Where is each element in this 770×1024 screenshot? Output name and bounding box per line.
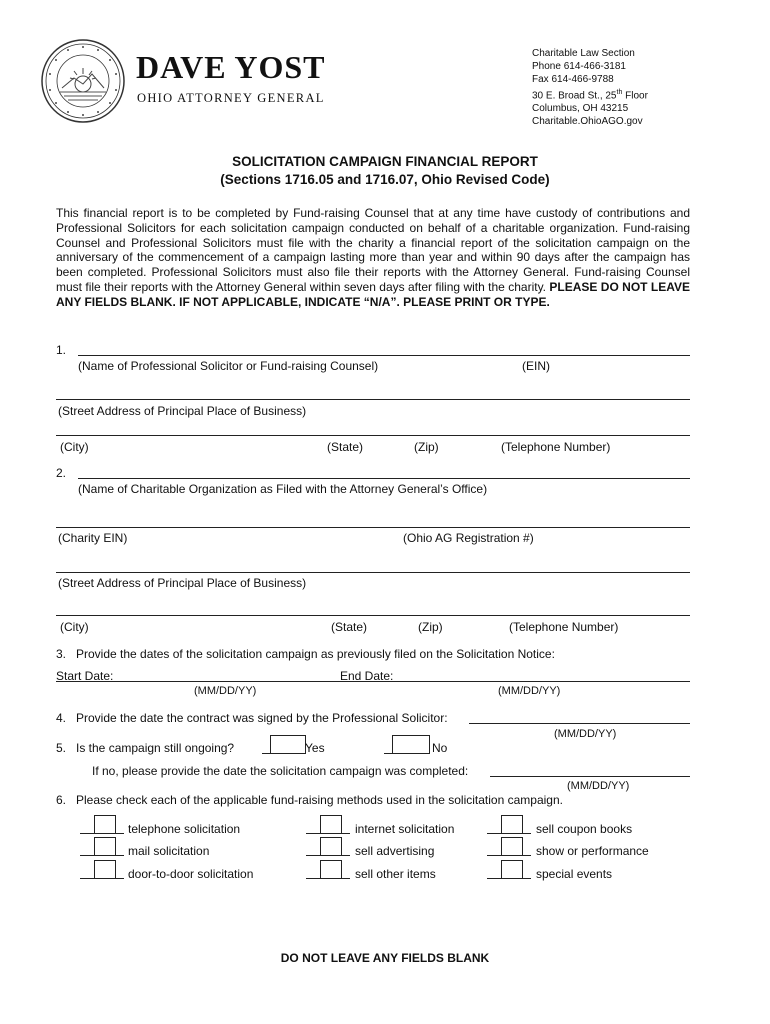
- charity-name-field[interactable]: [78, 478, 690, 479]
- contact-block: [532, 47, 648, 128]
- mail-solicitation-checkbox[interactable]: [80, 837, 124, 855]
- ongoing-no-line: [384, 753, 430, 754]
- charity-city-state-field[interactable]: [56, 615, 690, 616]
- charity-street-field[interactable]: [56, 572, 690, 573]
- completion-date-format: (MM/DD/YY): [567, 780, 630, 792]
- special-events-checkbox[interactable]: [487, 860, 531, 878]
- ohio-attorney-general-seal: [40, 38, 126, 124]
- solicitor-phone-label: (Telephone Number): [501, 440, 611, 454]
- charity-ein-label: (Charity EIN): [58, 531, 128, 545]
- sell-advertising-label: sell advertising: [355, 844, 435, 858]
- ag-registration-label: (Ohio AG Registration #): [403, 531, 534, 545]
- start-date-format: (MM/DD/YY): [194, 685, 257, 697]
- sell-coupon-books-label: sell coupon books: [536, 822, 633, 836]
- charity-city-label: (City): [60, 620, 89, 634]
- door-to-door-solicitation-label: door-to-door solicitation: [128, 867, 254, 881]
- section-3-question: 3. Provide the dates of the solicitation campaign as previously filed on the Solicitation Notice:: [56, 647, 555, 661]
- report-title: SOLICITATION CAMPAIGN FINANCIAL REPORT: [232, 154, 538, 169]
- internet-solicitation-checkbox[interactable]: [306, 815, 350, 833]
- section-2-number: 2.: [56, 466, 67, 480]
- brand-name: DAVE YOST: [136, 49, 326, 85]
- sell-other-items-checkbox[interactable]: [306, 860, 350, 878]
- solicitor-city-label: (City): [60, 440, 89, 454]
- end-date-label: End Date:: [340, 669, 394, 683]
- charity-name-label: (Name of Charitable Organization as Filed with the Attorney General’s Office): [78, 482, 488, 496]
- solicitor-street-field[interactable]: [56, 399, 690, 400]
- ongoing-no-label: No: [432, 741, 448, 755]
- contact-fax: Fax 614-466-9788: [532, 74, 614, 85]
- solicitor-city-state-field[interactable]: [56, 435, 690, 436]
- sell-coupon-books-checkbox[interactable]: [487, 815, 531, 833]
- footer-warning: DO NOT LEAVE ANY FIELDS BLANK: [280, 951, 490, 965]
- contract-date-field[interactable]: [469, 723, 690, 724]
- solicitor-ein-label: (EIN): [522, 359, 550, 373]
- charity-ein-field[interactable]: [56, 527, 690, 528]
- solicitor-state-label: (State): [327, 440, 364, 454]
- section-6-question: 6. Please check each of the applicable fund-raising methods used in the solicitation campaign.: [56, 793, 563, 807]
- show-or-performance-label: show or performance: [536, 844, 649, 858]
- charity-zip-label: (Zip): [418, 620, 443, 634]
- solicitor-name-field[interactable]: [78, 355, 690, 356]
- ongoing-yes-line: [262, 753, 306, 754]
- contract-date-format: (MM/DD/YY): [554, 728, 617, 740]
- end-date-format: (MM/DD/YY): [498, 685, 561, 697]
- mail-solicitation-label: mail solicitation: [128, 844, 210, 858]
- section-1-number: 1.: [56, 343, 67, 357]
- sell-other-items-label: sell other items: [355, 867, 436, 881]
- contact-address: 30 E. Broad St., 25th Floor: [532, 89, 648, 102]
- brand-subtitle: OHIO ATTORNEY GENERAL: [137, 91, 325, 105]
- charity-street-label: (Street Address of Principal Place of Business): [58, 576, 307, 590]
- contact-city: Columbus, OH 43215: [532, 103, 629, 115]
- completion-date-field[interactable]: [490, 776, 690, 777]
- show-or-performance-checkbox[interactable]: [487, 837, 531, 855]
- ongoing-yes-checkbox[interactable]: [270, 735, 306, 754]
- sell-advertising-checkbox[interactable]: [306, 837, 350, 855]
- telephone-solicitation-label: telephone solicitation: [128, 822, 241, 836]
- section-5-question: 5. Is the campaign still ongoing?: [56, 741, 235, 755]
- internet-solicitation-label: internet solicitation: [355, 822, 455, 836]
- solicitor-zip-label: (Zip): [414, 440, 439, 454]
- ongoing-no-checkbox[interactable]: [392, 735, 430, 754]
- special-events-label: special events: [536, 867, 613, 881]
- solicitor-street-label: (Street Address of Principal Place of Business): [58, 404, 307, 418]
- telephone-solicitation-checkbox[interactable]: [80, 815, 124, 833]
- solicitor-name-label: (Name of Professional Solicitor or Fund-raising Counsel): [78, 359, 379, 373]
- ongoing-yes-label: Yes: [305, 741, 325, 755]
- report-subtitle: (Sections 1716.05 and 1716.07, Ohio Revised Code): [220, 172, 550, 187]
- start-date-label: Start Date:: [56, 669, 114, 683]
- instructions-paragraph: This financial report is to be completed by Fund-raising Counsel that at any time have custody of contributions and Professional Solicitors for each solicitation campaign conducted on behalf of a charitable organization. Fund-raising Counsel and Professional Solicitors must file with the charity a financial report of the solicitation campaign on the anniversary of the commencement of a campaign lasting more than year and within 90 days after the campaign has been completed. Professional Solicitors must also file their reports with the Attorney General. Fund-raising Counsel must file their reports with the Attorney General within seven days after filing with the charity. PLEASE DO NOT LEAVE ANY FIELDS BLANK. IF NOT APPLICABLE, INDICATE “N/A”. PLEASE PRINT OR TYPE.: [56, 206, 691, 309]
- charity-state-label: (State): [331, 620, 368, 634]
- section-4-question: 4. Provide the date the contract was signed by the Professional Solicitor:: [56, 711, 448, 725]
- contact-section: Charitable Law Section: [532, 48, 635, 59]
- completion-date-question: If no, please provide the date the solicitation campaign was completed:: [92, 764, 469, 778]
- contact-website: Charitable.OhioAGO.gov: [532, 116, 643, 128]
- contact-phone: Phone 614-466-3181: [532, 61, 626, 72]
- door-to-door-solicitation-checkbox[interactable]: [80, 860, 124, 878]
- charity-phone-label: (Telephone Number): [509, 620, 619, 634]
